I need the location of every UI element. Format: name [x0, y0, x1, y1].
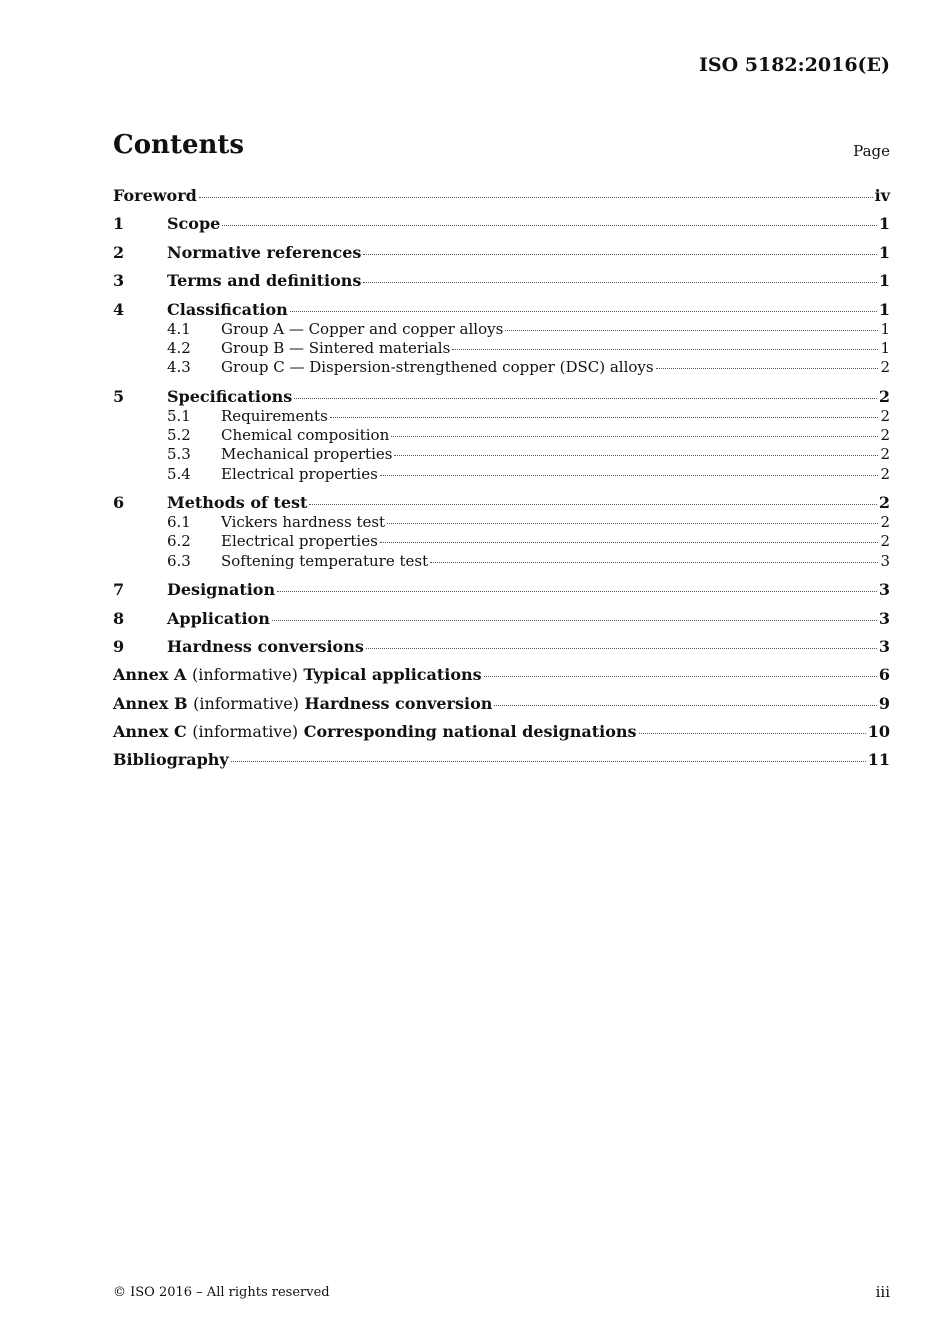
toc-page: 1 [878, 242, 890, 262]
toc-number: 6.2 [167, 532, 191, 551]
toc-entry-annex-a[interactable] [113, 665, 890, 693]
dot-leader [309, 504, 876, 505]
toc-entry-4-1[interactable] [113, 320, 890, 339]
toc-title: Group B — Sintered materials [221, 338, 451, 357]
toc-entry-annex-b[interactable] [113, 694, 890, 722]
toc-entry-5-4[interactable] [113, 465, 890, 494]
dot-leader [363, 282, 876, 283]
annex-type: (informative) [191, 665, 298, 685]
toc-title: Normative references [167, 242, 362, 262]
dot-leader [380, 542, 879, 543]
toc-title: Group C — Dispersion-strengthened copper (DSC) alloys [221, 358, 654, 377]
toc-number: 5.1 [167, 406, 191, 425]
toc-entry-annex-c[interactable] [113, 722, 890, 750]
dot-leader [391, 436, 878, 437]
page-number: iii [875, 1283, 890, 1301]
dot-leader [639, 733, 866, 734]
toc-number: 1 [113, 214, 125, 234]
toc-title: Electrical properties [221, 464, 378, 483]
toc-number: 5.2 [167, 425, 191, 444]
toc-title: Requirements [221, 406, 328, 425]
toc-entry-4[interactable] [113, 300, 890, 320]
toc-page: 2 [880, 513, 890, 532]
toc-page: 1 [878, 271, 890, 291]
toc-title: Bibliography [113, 750, 229, 770]
toc-page: 2 [880, 445, 890, 464]
dot-leader [387, 523, 878, 524]
toc-page: 2 [878, 493, 890, 513]
toc-page: 3 [878, 580, 890, 600]
toc-title: Group A — Copper and copper alloys [221, 319, 504, 338]
toc-number: 4.2 [167, 338, 191, 357]
toc-page: 6 [878, 665, 890, 685]
toc-entry-5-3[interactable] [113, 445, 890, 464]
contents-title: Contents [113, 130, 245, 160]
dot-leader [505, 330, 878, 331]
dot-leader [656, 368, 879, 369]
toc-page: 3 [878, 608, 890, 628]
dot-leader [222, 225, 877, 226]
toc-page: 3 [878, 636, 890, 656]
toc-entry-4-3[interactable] [113, 358, 890, 387]
annex-type: (informative) [193, 693, 299, 713]
toc-title: Designation [167, 580, 276, 600]
dot-leader [484, 676, 877, 677]
toc-page: iv [874, 186, 890, 205]
dot-leader [199, 197, 873, 198]
toc-entry-5-2[interactable] [113, 426, 890, 445]
toc-number: 2 [113, 242, 125, 262]
toc-entry-9[interactable] [113, 637, 890, 665]
toc-page: 11 [867, 750, 890, 770]
toc-entry-6-3[interactable] [113, 552, 890, 581]
toc-entry-8[interactable] [113, 609, 890, 637]
toc-number: 5.4 [167, 464, 191, 483]
toc-page: 2 [878, 386, 890, 406]
toc-title: Softening temperature test [221, 551, 429, 570]
toc-title: Scope [167, 214, 221, 234]
toc-page: 3 [880, 551, 890, 570]
dot-leader [277, 591, 877, 592]
toc-entry-6[interactable] [113, 493, 890, 513]
toc-number: 4.3 [167, 358, 191, 377]
toc-number: 9 [113, 636, 125, 656]
toc-page: 1 [880, 319, 890, 338]
toc-number: 6.3 [167, 551, 191, 570]
dot-leader [294, 398, 877, 399]
toc-entry-5-1[interactable] [113, 407, 890, 426]
toc-page: 10 [867, 722, 890, 742]
toc-page: 2 [880, 406, 890, 425]
toc-page: 1 [878, 214, 890, 234]
dot-leader [363, 254, 876, 255]
toc-title: Electrical properties [221, 532, 378, 551]
dot-leader [366, 648, 877, 649]
page-column-label: Page [853, 142, 890, 160]
dot-leader [330, 417, 879, 418]
document-id: ISO 5182:2016(E) [698, 54, 890, 76]
toc-title: Typical applications [303, 665, 482, 685]
toc-page: 2 [880, 532, 890, 551]
dot-leader [380, 475, 879, 476]
toc-entry-5[interactable] [113, 387, 890, 407]
toc-title: Hardness conversion [304, 693, 493, 713]
toc-title: Chemical composition [221, 425, 390, 444]
toc-number: 4 [113, 299, 125, 319]
toc-entry-1[interactable] [113, 214, 890, 242]
toc-page: 1 [878, 299, 890, 319]
toc-entry-bibliography[interactable] [113, 750, 890, 778]
toc-page: 1 [880, 338, 890, 357]
toc-title: Classification [167, 299, 288, 319]
toc-entry-6-2[interactable] [113, 532, 890, 551]
toc-number: 6 [113, 493, 125, 513]
table-of-contents [113, 186, 890, 779]
toc-number: 7 [113, 580, 125, 600]
toc-entry-foreword[interactable] [113, 186, 890, 214]
toc-title: Corresponding national designations [303, 722, 637, 742]
annex-label: Annex B [113, 693, 188, 713]
toc-page: 2 [880, 358, 890, 377]
annex-type: (informative) [192, 722, 299, 742]
annex-label: Annex A [113, 665, 187, 685]
dot-leader [290, 311, 877, 312]
toc-page: 2 [880, 425, 890, 444]
toc-entry-4-2[interactable] [113, 339, 890, 358]
dot-leader [231, 761, 866, 762]
toc-number: 5.3 [167, 445, 191, 464]
toc-title: Application [167, 608, 270, 628]
toc-entry-2[interactable] [113, 243, 890, 271]
dot-leader [430, 562, 878, 563]
toc-title: Foreword [113, 186, 197, 205]
toc-number: 3 [113, 271, 125, 291]
toc-entry-7[interactable] [113, 580, 890, 608]
copyright-notice: © ISO 2016 – All rights reserved [113, 1285, 330, 1300]
toc-entry-6-1[interactable] [113, 513, 890, 532]
toc-title: Vickers hardness test [221, 513, 386, 532]
annex-label: Annex C [113, 722, 187, 742]
toc-number: 6.1 [167, 513, 191, 532]
toc-title: Specifications [167, 386, 293, 406]
dot-leader [452, 349, 878, 350]
dot-leader [394, 455, 878, 456]
toc-title: Mechanical properties [221, 445, 393, 464]
toc-number: 5 [113, 386, 125, 406]
toc-number: 8 [113, 608, 125, 628]
toc-page: 9 [878, 693, 890, 713]
toc-title: Methods of test [167, 493, 308, 513]
toc-number: 4.1 [167, 319, 191, 338]
toc-title: Terms and definitions [167, 271, 362, 291]
dot-leader [494, 705, 876, 706]
dot-leader [272, 620, 877, 621]
toc-entry-3[interactable] [113, 271, 890, 299]
toc-title: Hardness conversions [167, 636, 364, 656]
toc-page: 2 [880, 464, 890, 483]
